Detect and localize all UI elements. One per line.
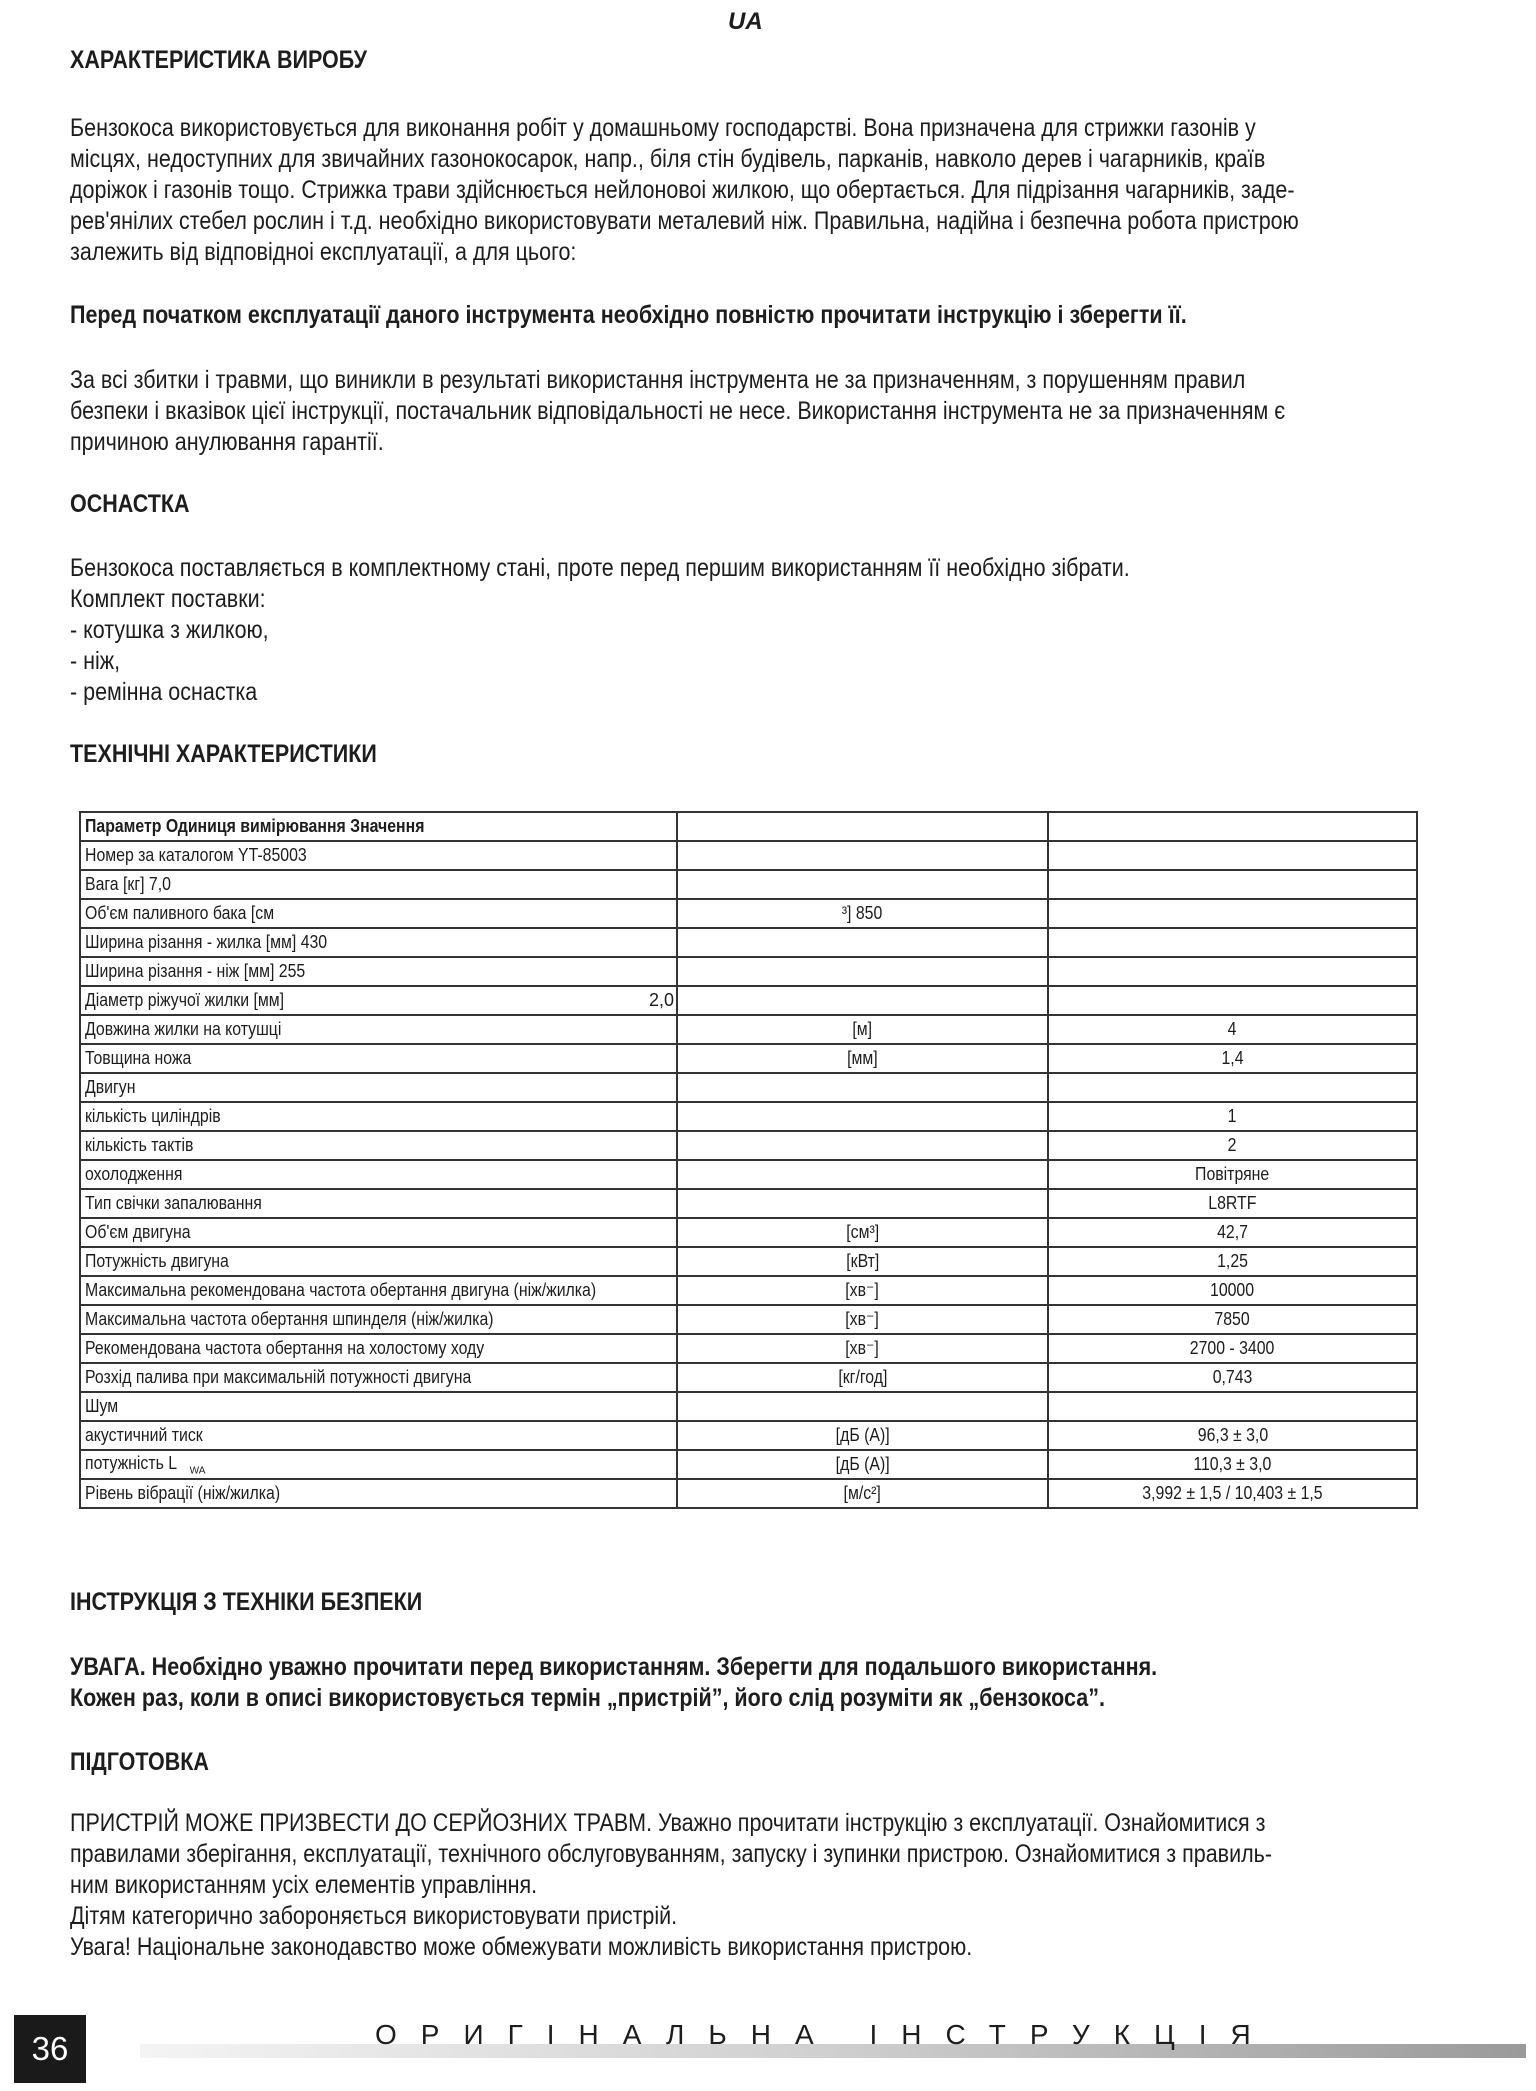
spec-unit-cell [677, 1276, 1048, 1305]
spec-unit-cell [677, 986, 1048, 1015]
spec-unit-cell [677, 1479, 1048, 1508]
spec-parameter-cell [80, 928, 677, 957]
spec-value-cell [1048, 1363, 1417, 1392]
table-row [80, 1218, 1417, 1247]
spec-unit: [м] [852, 1019, 873, 1039]
spec-parameter: Об'єм паливного бака [см [85, 903, 275, 923]
spec-value-cell [1048, 957, 1417, 986]
spec-value-cell [1048, 1102, 1417, 1131]
spec-value-cell [1048, 1392, 1417, 1421]
spec-unit: [м/с²] [843, 1483, 882, 1503]
spec-parameter: Об'єм двигуна [85, 1222, 191, 1242]
text-line: Бензокоса поставляється в комплектному стані, проте перед першим використанням її необхідно зібрати. [70, 554, 1130, 582]
spec-parameter-cell [80, 1131, 677, 1160]
spec-value: 1,25 [1217, 1251, 1248, 1271]
spec-value: 2 [1228, 1135, 1237, 1155]
spec-parameter: Рівень вібрації (ніж/жилка) [85, 1483, 281, 1503]
text-line: залежить від відповідноі експлуатації, а для цього: [70, 238, 577, 266]
spec-value-cell [1048, 1015, 1417, 1044]
spec-unit-cell [677, 1102, 1048, 1131]
spec-parameter-cell [80, 986, 677, 1015]
spec-parameter-cell [80, 1160, 677, 1189]
spec-unit-cell [677, 812, 1048, 841]
spec-parameter-cell [80, 1421, 677, 1450]
spec-parameter-cell [80, 899, 677, 928]
spec-parameter-cell [80, 1102, 677, 1131]
spec-value-cell [1048, 1450, 1417, 1479]
spec-unit-cell [677, 1073, 1048, 1102]
spec-value: 3,992 ± 1,5 / 10,403 ± 1,5 [1142, 1483, 1323, 1503]
spec-parameter: Вага [кг] 7,0 [85, 874, 171, 894]
spec-value-cell [1048, 1044, 1417, 1073]
spec-parameter-cell [80, 1305, 677, 1334]
spec-value: 1,4 [1221, 1048, 1244, 1068]
text-line: Перед початком експлуатації даного інструмента необхідно повністю прочитати інструкцію і зберегти її. [70, 301, 1187, 329]
spec-parameter: Двигун [85, 1077, 136, 1097]
spec-parameter: Ширина різання - жилка [мм] 430 [85, 932, 328, 952]
table-row [80, 1247, 1417, 1276]
spec-parameter: Параметр Одиниця вимірювання Значення [85, 816, 425, 836]
spec-value-cell [1048, 1334, 1417, 1363]
text-line: доріжок і газонів тощо. Стрижка трави здійснюється нейлоновоі жилкою, що обертається. Для підрізання чагарників, заде- [70, 176, 1295, 204]
list-item: - ніж, [70, 647, 121, 675]
spec-value-cell [1048, 812, 1417, 841]
spec-parameter-cell [80, 1363, 677, 1392]
list-item: - ремінна оснастка [70, 678, 258, 706]
spec-unit-cell [677, 1015, 1048, 1044]
spec-value: 7850 [1214, 1309, 1251, 1329]
spec-value: 0,743 [1212, 1367, 1253, 1387]
spec-parameter-cell [80, 1044, 677, 1073]
table-row [80, 899, 1417, 928]
spec-unit-cell [677, 957, 1048, 986]
spec-parameter-cell [80, 957, 677, 986]
characteristics-text [70, 113, 1429, 268]
spec-parameter: Номер за каталогом YT-85003 [85, 845, 307, 865]
spec-unit-cell [677, 1334, 1048, 1363]
spec-unit: [хв⁻] [845, 1309, 880, 1329]
text-line: рев'янілих стебел рослин і т.д. необхідно використовувати металевий ніж. Правильна, надійна і безпечна робота пристрою [70, 207, 1299, 235]
spec-parameter-cell [80, 1073, 677, 1102]
spec-unit-cell [677, 1044, 1048, 1073]
table-row [80, 870, 1417, 899]
spec-parameter: Ширина різання - ніж [мм] 255 [85, 961, 306, 981]
spec-value-cell [1048, 1131, 1417, 1160]
text-line: місцях, недоступних для звичайних газонокосарок, напр., біля стін будівель, парканів, навколо дерев і чагарників, країв [70, 145, 1266, 173]
page-number: 36 [14, 2015, 86, 2083]
table-row [80, 1305, 1417, 1334]
spec-unit-cell [677, 1305, 1048, 1334]
spec-value-cell [1048, 899, 1417, 928]
spec-unit-cell [677, 841, 1048, 870]
spec-parameter: Тип свічки запалювання [85, 1193, 262, 1213]
text-line: причиною анулювання гарантії. [70, 428, 384, 456]
table-row [80, 1160, 1417, 1189]
equipment-text [70, 553, 1429, 708]
spec-parameter-subscript: WA [189, 1465, 206, 1477]
spec-parameter-cell [80, 1276, 677, 1305]
text-line: ПРИСТРІЙ МОЖЕ ПРИЗВЕСТИ ДО СЕРЙОЗНИХ ТРАВМ. Уважно прочитати інструкцію з експлуатації. Ознайомитися з [70, 1809, 1266, 1837]
spec-parameter-cell [80, 1334, 677, 1363]
spec-parameter-cell [80, 1189, 677, 1218]
spec-parameter-cell [80, 1015, 677, 1044]
spec-value: 4 [1228, 1019, 1237, 1039]
spec-parameter-cell [80, 1247, 677, 1276]
table-row [80, 1189, 1417, 1218]
table-row [80, 1015, 1417, 1044]
spec-unit-cell [677, 1392, 1048, 1421]
spec-unit: [хв⁻] [845, 1338, 880, 1358]
spec-parameter: Діаметр ріжучої жилки [мм] [85, 990, 285, 1010]
spec-parameter: Товщина ножа [85, 1048, 192, 1068]
spec-unit-cell [677, 1218, 1048, 1247]
spec-unit-cell [677, 870, 1048, 899]
specs-title: ТЕХНІЧНІ ХАРАКТЕРИСТИКИ [70, 740, 377, 768]
list-item: - котушка з жилкою, [70, 616, 269, 644]
table-row [80, 957, 1417, 986]
spec-unit: [дБ (А)] [835, 1454, 890, 1474]
footer-title: ОРИГІНАЛЬНА ІНСТРУКЦІЯ [375, 2019, 1275, 2050]
table-row [80, 986, 1417, 1015]
spec-parameter: Потужність двигуна [85, 1251, 229, 1271]
spec-unit-cell [677, 1189, 1048, 1218]
spec-value-cell [1048, 870, 1417, 899]
spec-parameter: Рекомендована частота обертання на холостому ходу [85, 1338, 485, 1358]
text-line: Бензокоса використовується для виконання робіт у домашньому господарстві. Вона призначена для стрижки газонів у [70, 114, 1256, 142]
spec-value: 42,7 [1217, 1222, 1248, 1242]
spec-value: L8RTF [1208, 1193, 1257, 1213]
text-line: безпеки і вказівок цієї інструкції, постачальник відповідальності не несе. Використання інструмента не за призначенням є [70, 397, 1286, 425]
table-row [80, 1450, 1417, 1479]
spec-value-cell [1048, 1247, 1417, 1276]
spec-value-cell [1048, 1218, 1417, 1247]
spec-unit-cell [677, 1363, 1048, 1392]
characteristics-title: ХАРАКТЕРИСТИКА ВИРОБУ [70, 46, 368, 74]
spec-parameter-cell [80, 841, 677, 870]
spec-parameter: Максимальна рекомендована частота обертання двигуна (ніж/жилка) [85, 1280, 597, 1300]
table-row [80, 1131, 1417, 1160]
spec-value-cell [1048, 928, 1417, 957]
spec-parameter: акустичний тиск [85, 1425, 203, 1445]
spec-parameter: кількість циліндрів [85, 1106, 221, 1126]
spec-parameter: охолодження [85, 1164, 183, 1184]
text-line: ним використанням усіх елементів управління. [70, 1871, 538, 1899]
liability-text [70, 365, 1429, 458]
spec-value-cell [1048, 1160, 1417, 1189]
table-row [80, 1334, 1417, 1363]
preparation-title: ПІДГОТОВКА [70, 1748, 209, 1776]
text-line: УВАГА. Необхідно уважно прочитати перед використанням. Зберегти для подальшого використання. [70, 1653, 1158, 1681]
spec-value-cell [1048, 986, 1417, 1015]
table-row [80, 1276, 1417, 1305]
spec-parameter-value: 2,0 [648, 990, 674, 1010]
spec-parameter-cell [80, 1479, 677, 1508]
spec-unit: [хв⁻] [845, 1280, 880, 1300]
spec-parameter: Максимальна частота обертання шпинделя (ніж/жилка) [85, 1309, 494, 1329]
spec-parameter-cell [80, 870, 677, 899]
table-row [80, 1073, 1417, 1102]
text-line: Комплект поставки: [70, 585, 266, 613]
table-row [80, 928, 1417, 957]
spec-value: 2700 - 3400 [1190, 1338, 1275, 1358]
spec-unit-cell [677, 1450, 1048, 1479]
spec-unit-cell [677, 1421, 1048, 1450]
spec-parameter: потужність L [85, 1452, 178, 1473]
spec-unit: ³] 850 [842, 903, 883, 923]
spec-unit: [кВт] [845, 1251, 880, 1271]
spec-parameter-cell [80, 1218, 677, 1247]
spec-unit: [см³] [846, 1222, 879, 1242]
table-row [80, 1044, 1417, 1073]
spec-value-cell [1048, 1276, 1417, 1305]
spec-unit-cell [677, 899, 1048, 928]
spec-unit: [кг/год] [837, 1367, 888, 1387]
read-instructions-warning [70, 300, 1429, 331]
spec-unit-cell [677, 1160, 1048, 1189]
text-line: Увага! Національне законодавство може обмежувати можливість використання пристрою. [70, 1933, 973, 1961]
text-line: Кожен раз, коли в описі використовується термін „пристрій”, його слід розуміти як „бензокоса”. [70, 1684, 1105, 1712]
spec-value-cell [1048, 1305, 1417, 1334]
spec-parameter-cell [80, 812, 677, 841]
table-row [80, 1363, 1417, 1392]
equipment-title: ОСНАСТКА [70, 490, 190, 518]
text-line: За всі збитки і травми, що виникли в результаті використання інструмента не за призначенням, з порушенням правил [70, 366, 1246, 394]
safety-title: ІНСТРУКЦІЯ З ТЕХНІКИ БЕЗПЕКИ [70, 1588, 423, 1616]
spec-unit-cell [677, 928, 1048, 957]
spec-parameter: кількість тактів [85, 1135, 194, 1155]
spec-parameter: Довжина жилки на котушці [85, 1019, 282, 1039]
preparation-text [70, 1808, 1429, 1963]
spec-unit-cell [677, 1131, 1048, 1160]
table-row [80, 812, 1417, 841]
language-code: UA [728, 8, 763, 35]
spec-value: 1 [1228, 1106, 1237, 1126]
specs-table [79, 811, 1418, 1509]
spec-value-cell [1048, 841, 1417, 870]
spec-unit: [мм] [847, 1048, 878, 1068]
spec-value: Повітряне [1195, 1164, 1270, 1184]
spec-value: 10000 [1210, 1280, 1255, 1300]
spec-unit-cell [677, 1247, 1048, 1276]
spec-value-cell [1048, 1073, 1417, 1102]
spec-unit: [дБ (А)] [835, 1425, 890, 1445]
text-line: правилами зберігання, експлуатації, технічного обслуговуванням, запуску і зупинки пристрою. Ознайомитися з правиль- [70, 1840, 1273, 1868]
spec-value: 96,3 ± 3,0 [1197, 1425, 1268, 1445]
table-row [80, 1421, 1417, 1450]
table-row [80, 1392, 1417, 1421]
safety-warning [70, 1652, 1429, 1714]
spec-value-cell [1048, 1479, 1417, 1508]
spec-parameter: Розхід палива при максимальній потужності двигуна [85, 1367, 472, 1387]
spec-value: 110,3 ± 3,0 [1193, 1454, 1272, 1474]
spec-parameter-cell [80, 1392, 677, 1421]
table-row [80, 841, 1417, 870]
spec-value-cell [1048, 1421, 1417, 1450]
table-row [80, 1479, 1417, 1508]
table-row [80, 1102, 1417, 1131]
text-line: Дітям категорично забороняється використовувати пристрій. [70, 1902, 678, 1930]
spec-parameter-cell [80, 1450, 677, 1479]
spec-value-cell [1048, 1189, 1417, 1218]
spec-parameter: Шум [85, 1396, 119, 1416]
